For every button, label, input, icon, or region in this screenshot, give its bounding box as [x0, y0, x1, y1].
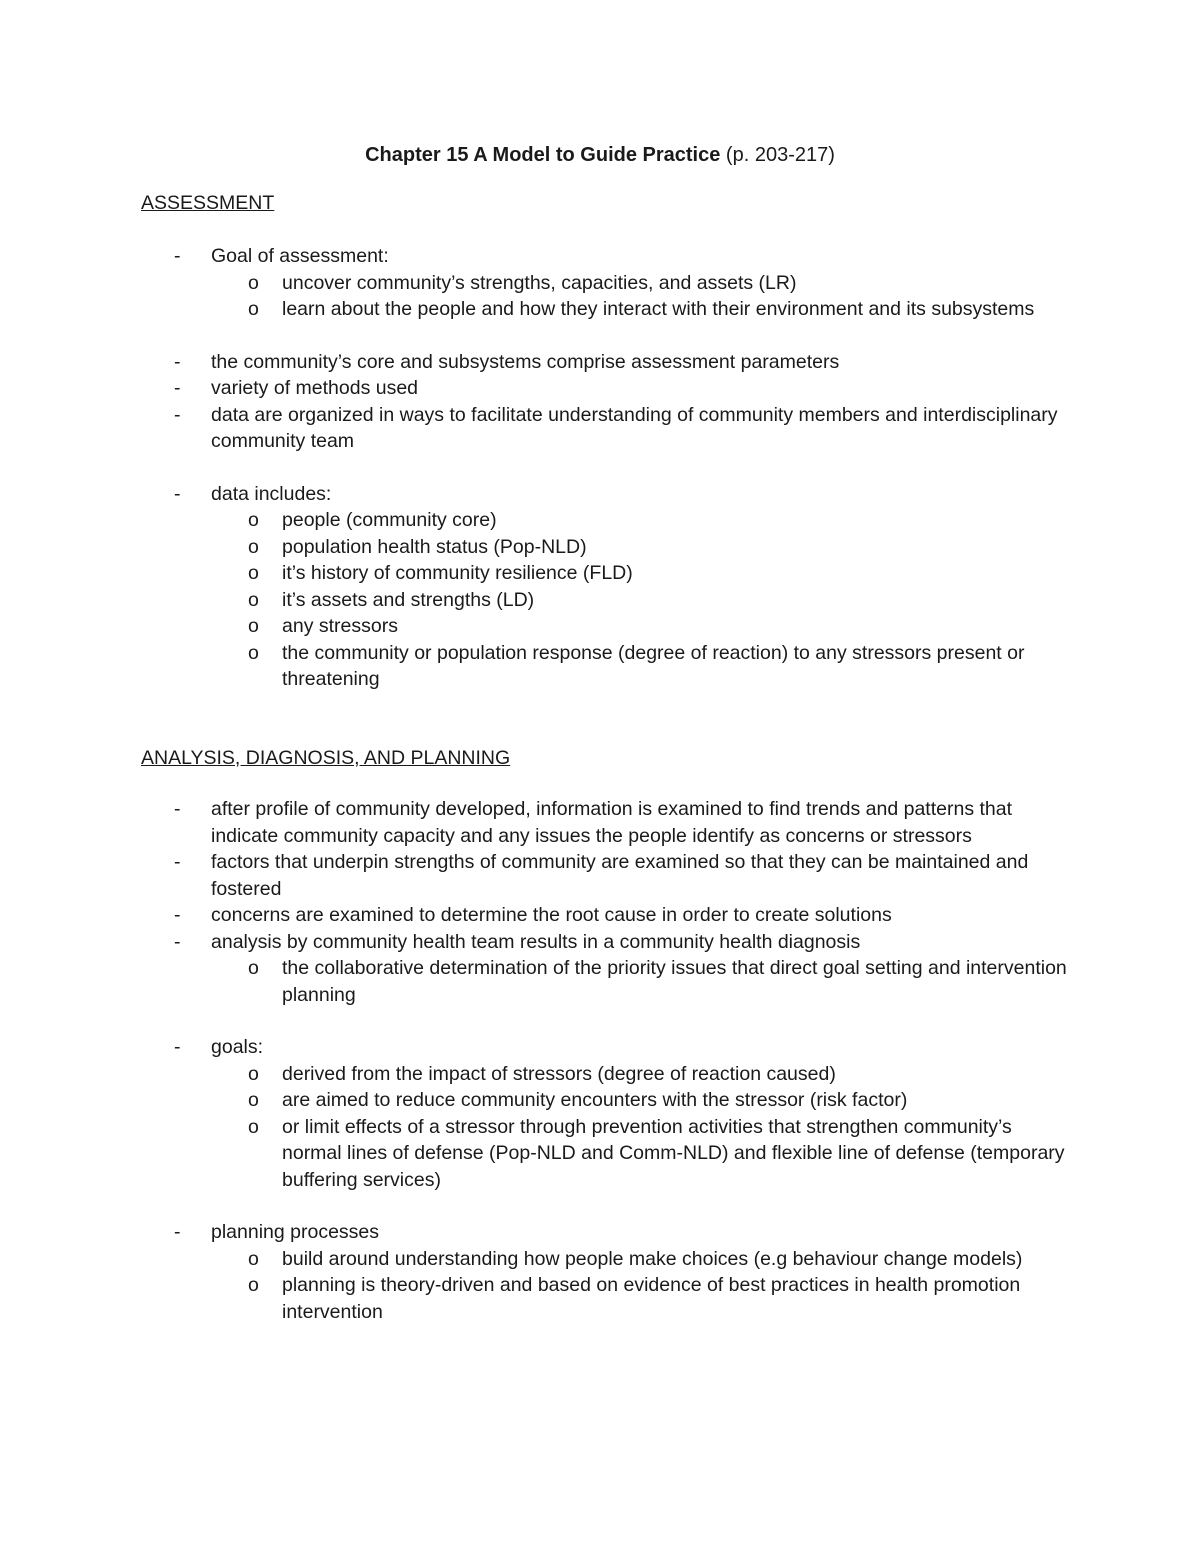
- dash-bullet: -: [174, 1036, 181, 1058]
- circle-bullet: o: [248, 298, 259, 320]
- circle-bullet: o: [248, 1089, 259, 1111]
- sub-list-item: o planning is theory-driven and based on evidence of best practices in health promotion intervention: [248, 1274, 1021, 1323]
- list-item: - data includes:: [0, 481, 1200, 508]
- circle-bullet: o: [248, 1274, 259, 1296]
- list-item: - concerns are examined to determine the root cause in order to create solutions: [0, 902, 1200, 929]
- sub-list-item: o it’s history of community resilience (FLD): [0, 560, 1200, 587]
- list-item: - Goal of assessment:: [0, 243, 1200, 270]
- circle-bullet: o: [248, 535, 259, 558]
- circle-bullet: o: [248, 1062, 259, 1085]
- dash-bullet: -: [174, 482, 181, 505]
- dash-bullet: -: [174, 904, 181, 926]
- circle-bullet: o: [248, 271, 259, 294]
- sub-list-item: o the community or population response (degree of reaction) to any stressors present or threatening: [248, 641, 1025, 690]
- sub-list-item: o the collaborative determination of the priority issues that direct goal setting and intervention planning: [248, 957, 1067, 1006]
- sub-list-item: o or limit effects of a stressor through prevention activities that strengthen community’s normal lines of defense (Pop-NLD and Comm-NLD) and flexible line of defense (temporary buffering services): [248, 1115, 1065, 1191]
- circle-bullet: o: [248, 588, 259, 611]
- list-item: - planning processes: [0, 1219, 1200, 1246]
- assessment-list: [0, 243, 1200, 693]
- title-pages: (p. 203-217): [725, 144, 835, 166]
- sub-list-item: o are aimed to reduce community encounters with the stressor (risk factor): [0, 1087, 1200, 1114]
- page-title: [0, 142, 1200, 168]
- circle-bullet: o: [248, 562, 259, 584]
- circle-bullet: o: [248, 509, 259, 531]
- list-item: - data are organized in ways to facilitate understanding of community members and interdisciplinary community team: [174, 403, 1058, 452]
- sub-list-item: o any stressors: [0, 613, 1200, 640]
- circle-bullet: o: [248, 615, 259, 637]
- list-item: - factors that underpin strengths of community are examined so that they can be maintained and fostered: [174, 851, 1029, 900]
- dash-bullet: -: [174, 851, 181, 873]
- title-bold: Chapter 15 A Model to Guide Practice: [365, 144, 721, 166]
- circle-bullet: o: [248, 641, 259, 664]
- circle-bullet: o: [248, 957, 259, 979]
- dash-bullet: -: [174, 1221, 181, 1243]
- dash-bullet: -: [174, 403, 181, 426]
- list-item: - the community’s core and subsystems comprise assessment parameters: [0, 349, 1200, 376]
- dash-bullet: -: [174, 798, 181, 820]
- dash-bullet: -: [174, 245, 181, 267]
- sub-list-item: o learn about the people and how they interact with their environment and its subsystems: [0, 296, 1200, 323]
- sub-list-item: o it’s assets and strengths (LD): [0, 587, 1200, 614]
- dash-bullet: -: [174, 930, 181, 953]
- section-heading-assessment: ASSESSMENT: [141, 192, 275, 214]
- circle-bullet: o: [248, 1115, 259, 1138]
- sub-list-item: o derived from the impact of stressors (degree of reaction caused): [0, 1061, 1200, 1088]
- sub-list-item: o people (community core): [0, 507, 1200, 534]
- dash-bullet: -: [174, 377, 181, 399]
- sub-list-item: o uncover community’s strengths, capacities, and assets (LR): [0, 270, 1200, 297]
- section-heading-analysis: ANALYSIS, DIAGNOSIS, AND PLANNING: [141, 747, 511, 769]
- list-item: - variety of methods used: [0, 375, 1200, 402]
- list-item: - after profile of community developed, information is examined to find trends and patterns that indicate community capacity and any issues the people identify as concerns or stressors: [174, 798, 1013, 847]
- list-item: - goals:: [0, 1034, 1200, 1061]
- list-item: - analysis by community health team results in a community health diagnosis: [0, 929, 1200, 956]
- analysis-list: [0, 796, 1200, 1325]
- sub-list-item: o population health status (Pop-NLD): [0, 534, 1200, 561]
- circle-bullet: o: [248, 1247, 259, 1270]
- dash-bullet: -: [174, 350, 181, 373]
- sub-list-item: o build around understanding how people make choices (e.g behaviour change models): [0, 1246, 1200, 1273]
